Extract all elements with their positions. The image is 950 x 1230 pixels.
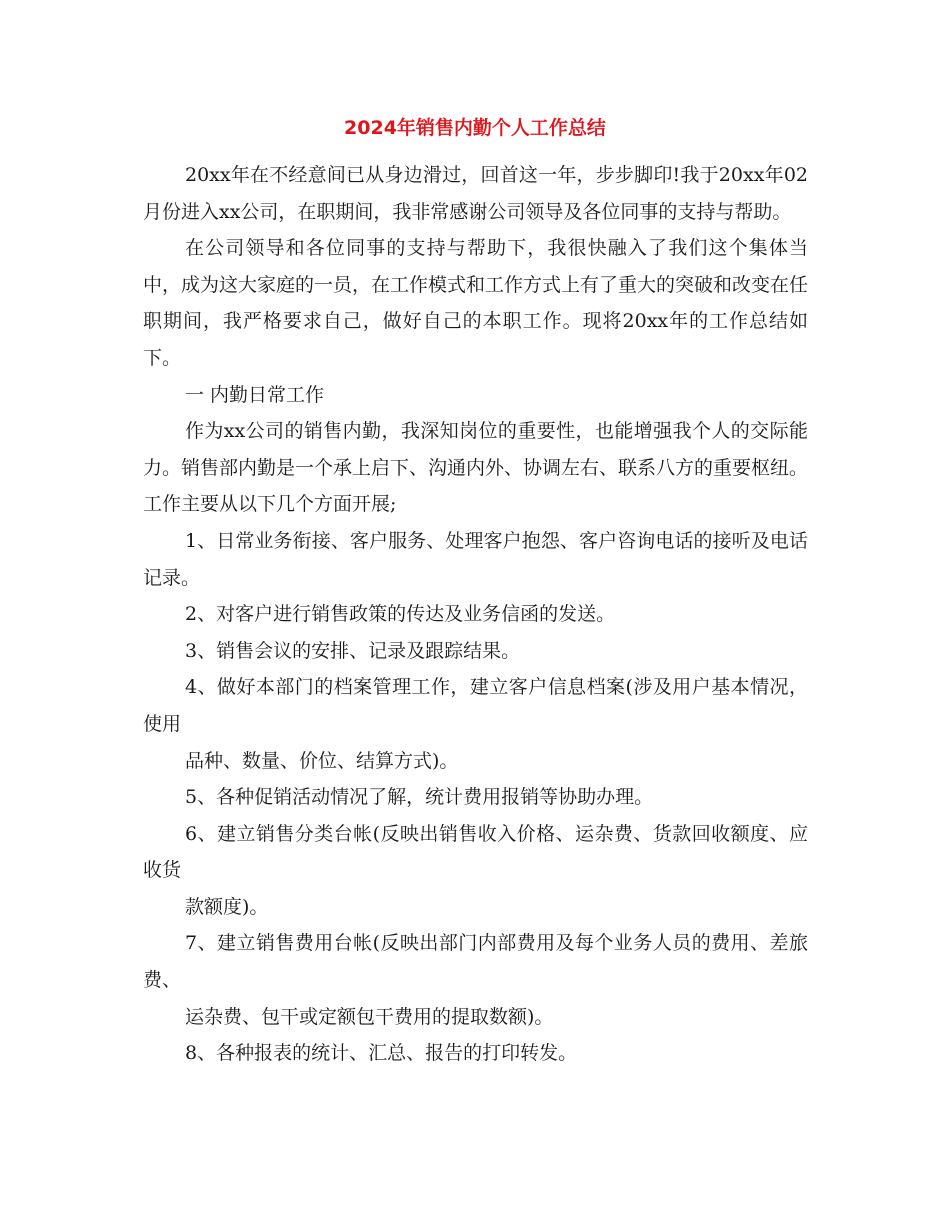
document-title: 2024年销售内勤个人工作总结 bbox=[344, 117, 606, 139]
paragraph-role: 作为xx公司的销售内勤，我深知岗位的重要性，也能增强我个人的交际能力。销售部内勤是一个承上启下、沟通内外、协调左右、联系八方的重要枢纽。工作主要从以下几个方面开展; bbox=[143, 420, 809, 516]
list-item-6: 6、建立销售分类台帐(反映出销售收入价格、运杂费、货款回收额度、应收货 bbox=[143, 822, 808, 882]
list-item-7: 7、建立销售费用台帐(反映出部门内部费用及每个业务人员的费用、差旅费、 bbox=[143, 932, 808, 992]
document-body bbox=[143, 157, 808, 1072]
list-item-5: 5、各种促销活动情况了解，统计费用报销等协助办理。 bbox=[185, 786, 654, 809]
paragraph-intro: 20xx年在不经意间已从身边滑过，回首这一年，步步脚印!我于20xx年02月份进入xx公司，在职期间，我非常感谢公司领导及各位同事的支持与帮助。 bbox=[143, 164, 808, 223]
list-item-4-continuation: 品种、数量、价位、结算方式)。 bbox=[185, 749, 459, 772]
paragraph-integration: 在公司领导和各位同事的支持与帮助下，我很快融入了我们这个集体当中，成为这大家庭的一员，在工作模式和工作方式上有了重大的突破和改变在任职期间，我严格要求自己，做好自己的本职工作。现将20xx年的工作总结如下。 bbox=[143, 237, 809, 369]
list-item-2: 2、对客户进行销售政策的传达及业务信函的发送。 bbox=[185, 603, 616, 626]
list-item-7-continuation: 运杂费、包干或定额包干费用的提取数额)。 bbox=[185, 1005, 554, 1028]
section-heading: 一 内勤日常工作 bbox=[185, 383, 325, 406]
list-item-8: 8、各种报表的统计、汇总、报告的打印转发。 bbox=[185, 1042, 578, 1065]
list-item-3: 3、销售会议的安排、记录及跟踪结果。 bbox=[185, 639, 521, 662]
list-item-6-continuation: 款额度)。 bbox=[185, 895, 269, 918]
list-item-4: 4、做好本部门的档案管理工作，建立客户信息档案(涉及用户基本情况，使用 bbox=[143, 676, 808, 735]
list-item-1: 1、日常业务衔接、客户服务、处理客户抱怨、客户咨询电话的接听及电话记录。 bbox=[143, 529, 808, 589]
